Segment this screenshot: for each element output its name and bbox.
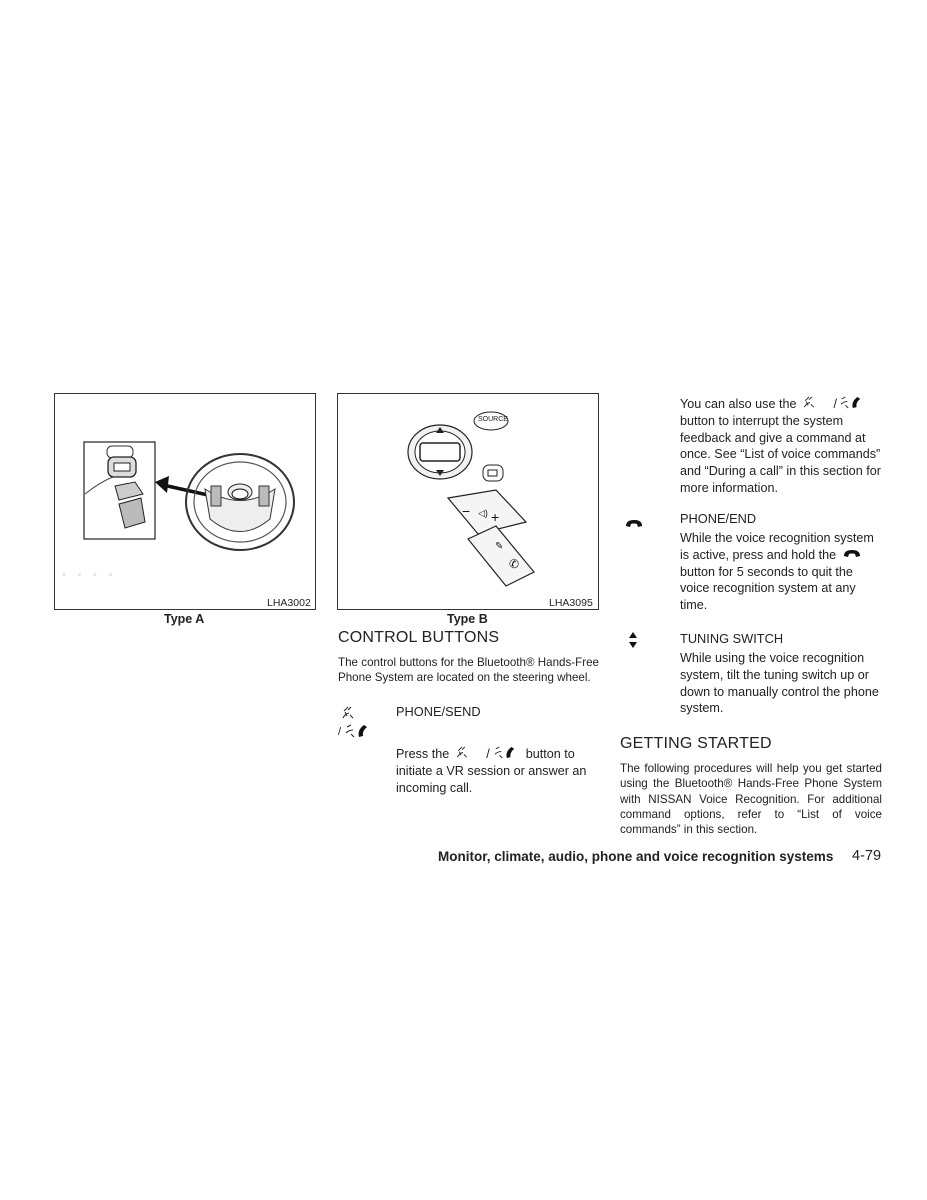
phone-end-rest: button for 5 seconds to quit the voice recognition system at any time. xyxy=(680,564,856,613)
source-label: SOURCE xyxy=(478,416,508,423)
footer-title: Monitor, climate, audio, phone and voice recognition systems xyxy=(438,849,834,864)
figure-code: LHA3095 xyxy=(549,597,593,609)
svg-text:−: − xyxy=(462,503,471,519)
steering-wheel-illustration xyxy=(55,394,315,609)
section-heading: CONTROL BUTTONS xyxy=(338,629,500,646)
phone-end-desc xyxy=(680,530,885,614)
section-heading: GETTING STARTED xyxy=(620,735,772,752)
talk-icon xyxy=(802,396,816,414)
desc-rest: initiate a VR session or answer an incoming call. xyxy=(396,763,587,795)
phone-send-icon xyxy=(494,746,516,764)
svg-text:◁): ◁) xyxy=(478,508,488,518)
figure-caption: Type B xyxy=(447,612,488,626)
figure-caption: Type A xyxy=(164,612,205,626)
svg-text:. . . .: . . . . xyxy=(60,551,115,582)
tuning-switch-icon xyxy=(629,632,637,653)
phone-end-line1: While the voice recognition system xyxy=(680,531,874,545)
phone-send-label: PHONE/SEND xyxy=(396,704,481,719)
intro-pre: You can also use the xyxy=(680,397,797,411)
figure-type-b xyxy=(337,393,599,610)
getting-started-body: The following procedures will help you get started using the Bluetooth® Hands-Free Phone System with NISSAN Voice Recognition. For additional command options, refer to “List of voice commands” in this section. xyxy=(620,762,882,837)
desc-post: button to xyxy=(525,747,575,761)
talk-icon xyxy=(341,706,355,725)
interrupt-paragraph xyxy=(680,395,885,497)
phone-send-desc xyxy=(396,745,601,796)
tuning-switch-label: TUNING SWITCH xyxy=(680,631,784,646)
control-buttons-illustration xyxy=(338,394,598,609)
svg-text:✎: ✎ xyxy=(495,541,504,552)
intro-rest: button to interrupt the system feedback and give a command at once. See “List of voice commands” and “During a call” in this section for more information. xyxy=(680,413,881,495)
figure-type-a xyxy=(54,393,316,610)
phone-send-icon xyxy=(345,724,369,743)
svg-text:+: + xyxy=(491,509,500,525)
desc-sep: / xyxy=(486,747,490,761)
section-intro: The control buttons for the Bluetooth® Hands-Free Phone System are located on the steering wheel. xyxy=(338,656,599,685)
phone-send-icon xyxy=(840,396,862,414)
figure-code: LHA3002 xyxy=(267,597,311,609)
intro-sep: / xyxy=(833,397,837,411)
page-number: 4-79 xyxy=(852,848,882,864)
phone-end-icon xyxy=(842,546,862,563)
phone-end-icon xyxy=(625,515,643,533)
phone-end-label: PHONE/END xyxy=(680,511,757,526)
talk-icon xyxy=(455,746,469,764)
tuning-switch-desc: While using the voice recognition system, tilt the tuning switch up or down to manually control the phone system. xyxy=(680,651,879,716)
svg-text:✆: ✆ xyxy=(509,557,520,571)
desc-pre: Press the xyxy=(396,747,450,761)
phone-end-line2: is active, press and hold the xyxy=(680,547,837,562)
separator: / xyxy=(338,726,342,738)
